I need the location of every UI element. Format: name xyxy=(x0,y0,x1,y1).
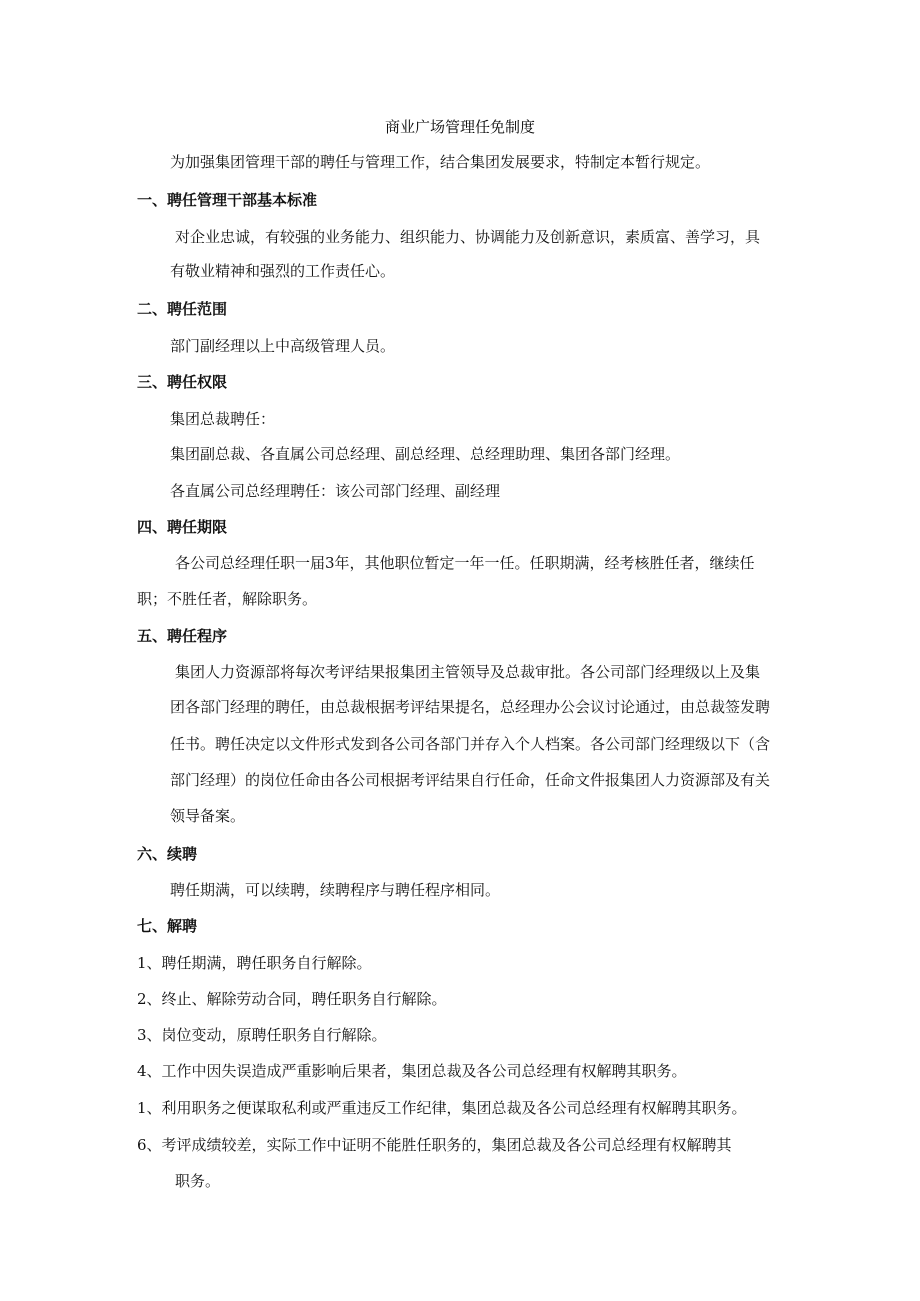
dismissal-item-4: 4、工作中因失误造成严重影响后果者，集团总裁及各公司总经理有权解聘其职务。 xyxy=(137,1062,687,1080)
dismissal-item-3: 3、岗位变动，原聘任职务自行解除。 xyxy=(137,1026,387,1044)
section-heading-2: 二、聘任范围 xyxy=(137,300,228,318)
section-5-line-2: 团各部门经理的聘任，由总裁根据考评结果提名，总经理办公会议讨论通过，由总裁签发聘 xyxy=(170,698,771,716)
section-heading-6: 六、续聘 xyxy=(137,845,198,863)
section-heading-1: 一、聘任管理干部基本标准 xyxy=(137,191,318,209)
section-heading-4: 四、聘任期限 xyxy=(137,518,228,536)
section-3-line-1: 集团总裁聘任： xyxy=(170,410,276,428)
document-title: 商业广场管理任免制度 xyxy=(384,118,535,136)
section-4-line-1: 各公司总经理任职一届3年，其他职位暂定一年一任。任职期满，经考核胜任者，继续任 xyxy=(175,554,755,572)
dismissal-item-5: 1、利用职务之便谋取私利或严重违反工作纪律，集团总裁及各公司总经理有权解聘其职务。 xyxy=(137,1099,747,1117)
section-5-line-4: 部门经理）的岗位任命由各公司根据考评结果自行任命，任命文件报集团人力资源部及有关 xyxy=(170,771,771,789)
section-3-line-3: 各直属公司总经理聘任：该公司部门经理、副经理 xyxy=(170,482,501,500)
section-1-line-1: 对企业忠诚，有较强的业务能力、组织能力、协调能力及创新意识，素质富、善学习，具 xyxy=(175,228,761,246)
section-heading-5: 五、聘任程序 xyxy=(137,627,228,645)
section-3-line-2: 集团副总裁、各直属公司总经理、副总经理、总经理助理、集团各部门经理。 xyxy=(170,445,681,463)
intro-paragraph: 为加强集团管理干部的聘任与管理工作，结合集团发展要求，特制定本暂行规定。 xyxy=(170,153,711,171)
section-2-line-1: 部门副经理以上中高级管理人员。 xyxy=(170,337,396,355)
section-5-line-1: 集团人力资源部将每次考评结果报集团主管领导及总裁审批。各公司部门经理级以上及集 xyxy=(175,663,761,681)
dismissal-item-2: 2、终止、解除劳动合同，聘任职务自行解除。 xyxy=(137,990,447,1008)
section-1-line-2: 有敬业精神和强烈的工作责任心。 xyxy=(170,262,396,280)
section-heading-3: 三、聘任权限 xyxy=(137,373,228,391)
section-5-line-5: 领导备案。 xyxy=(170,807,246,825)
dismissal-item-6: 6、考评成绩较差，实际工作中证明不能胜任职务的，集团总裁及各公司总经理有权解聘其 xyxy=(137,1136,732,1154)
dismissal-item-1: 1、聘任期满，聘任职务自行解除。 xyxy=(137,954,372,972)
section-6-line-1: 聘任期满，可以续聘，续聘程序与聘任程序相同。 xyxy=(170,881,501,899)
section-4-line-2: 职；不胜任者，解除职务。 xyxy=(137,590,318,608)
dismissal-item-6-continued: 职务。 xyxy=(175,1172,221,1190)
section-5-line-3: 任书。聘任决定以文件形式发到各公司各部门并存入个人档案。各公司部门经理级以下（含 xyxy=(170,735,771,753)
section-heading-7: 七、解聘 xyxy=(137,917,198,935)
